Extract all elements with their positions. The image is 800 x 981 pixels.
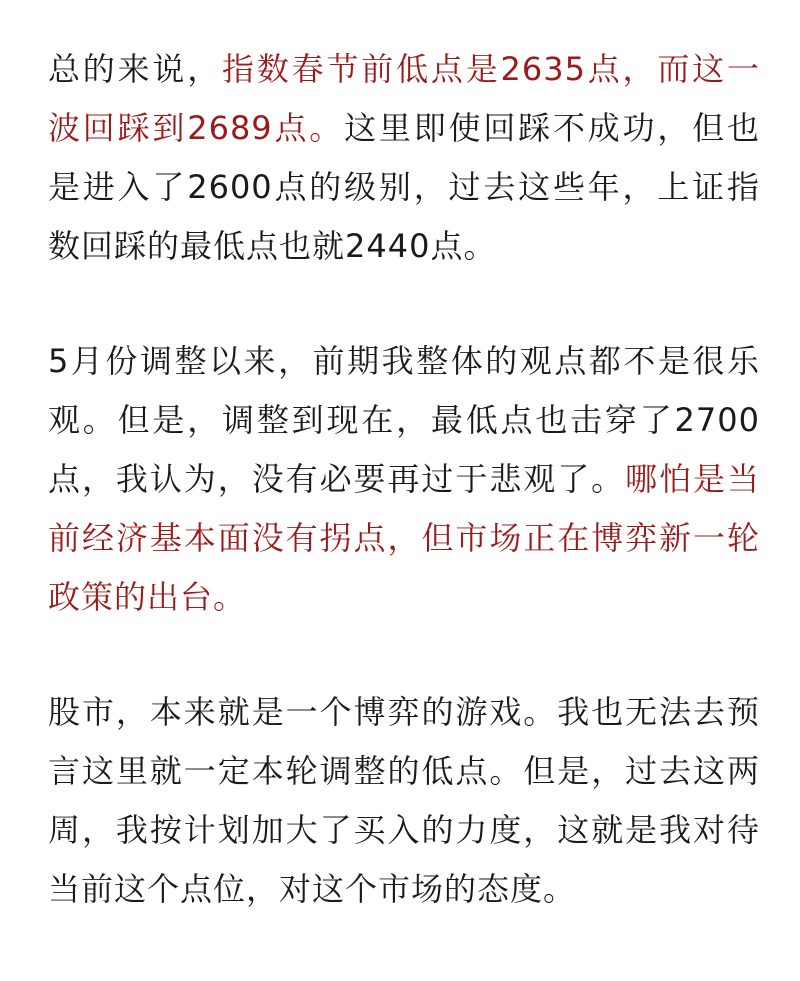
highlighted-text-segment: 指数春节前低点是2635点，而这一波回踩到2689点。	[48, 50, 760, 147]
highlighted-text-segment: 哪怕是当前经济基本面没有拐点，但市场正在博弈新一轮政策的出台。	[48, 460, 760, 616]
text-segment: 股市，本来就是一个博弈的游戏。我也无法去预言这里就一定本轮调整的低点。但是，过去这两周，我按计划加大了买入的力度，这就是我对待当前这个点位，对这个市场的态度。	[48, 693, 760, 908]
article-body	[48, 40, 760, 919]
paragraph-2	[48, 332, 760, 627]
text-segment: 总的来说，	[48, 50, 223, 88]
text-segment: 这里即使回踩不成功，但也是进入了2600点的级别，过去这些年，上证指数回踩的最低点也就2440点。	[48, 109, 760, 265]
paragraph-1	[48, 40, 760, 276]
paragraph-3	[48, 683, 760, 919]
text-segment: 5月份调整以来，前期我整体的观点都不是很乐观。但是，调整到现在，最低点也击穿了2700点，我认为，没有必要再过于悲观了。	[48, 342, 760, 498]
